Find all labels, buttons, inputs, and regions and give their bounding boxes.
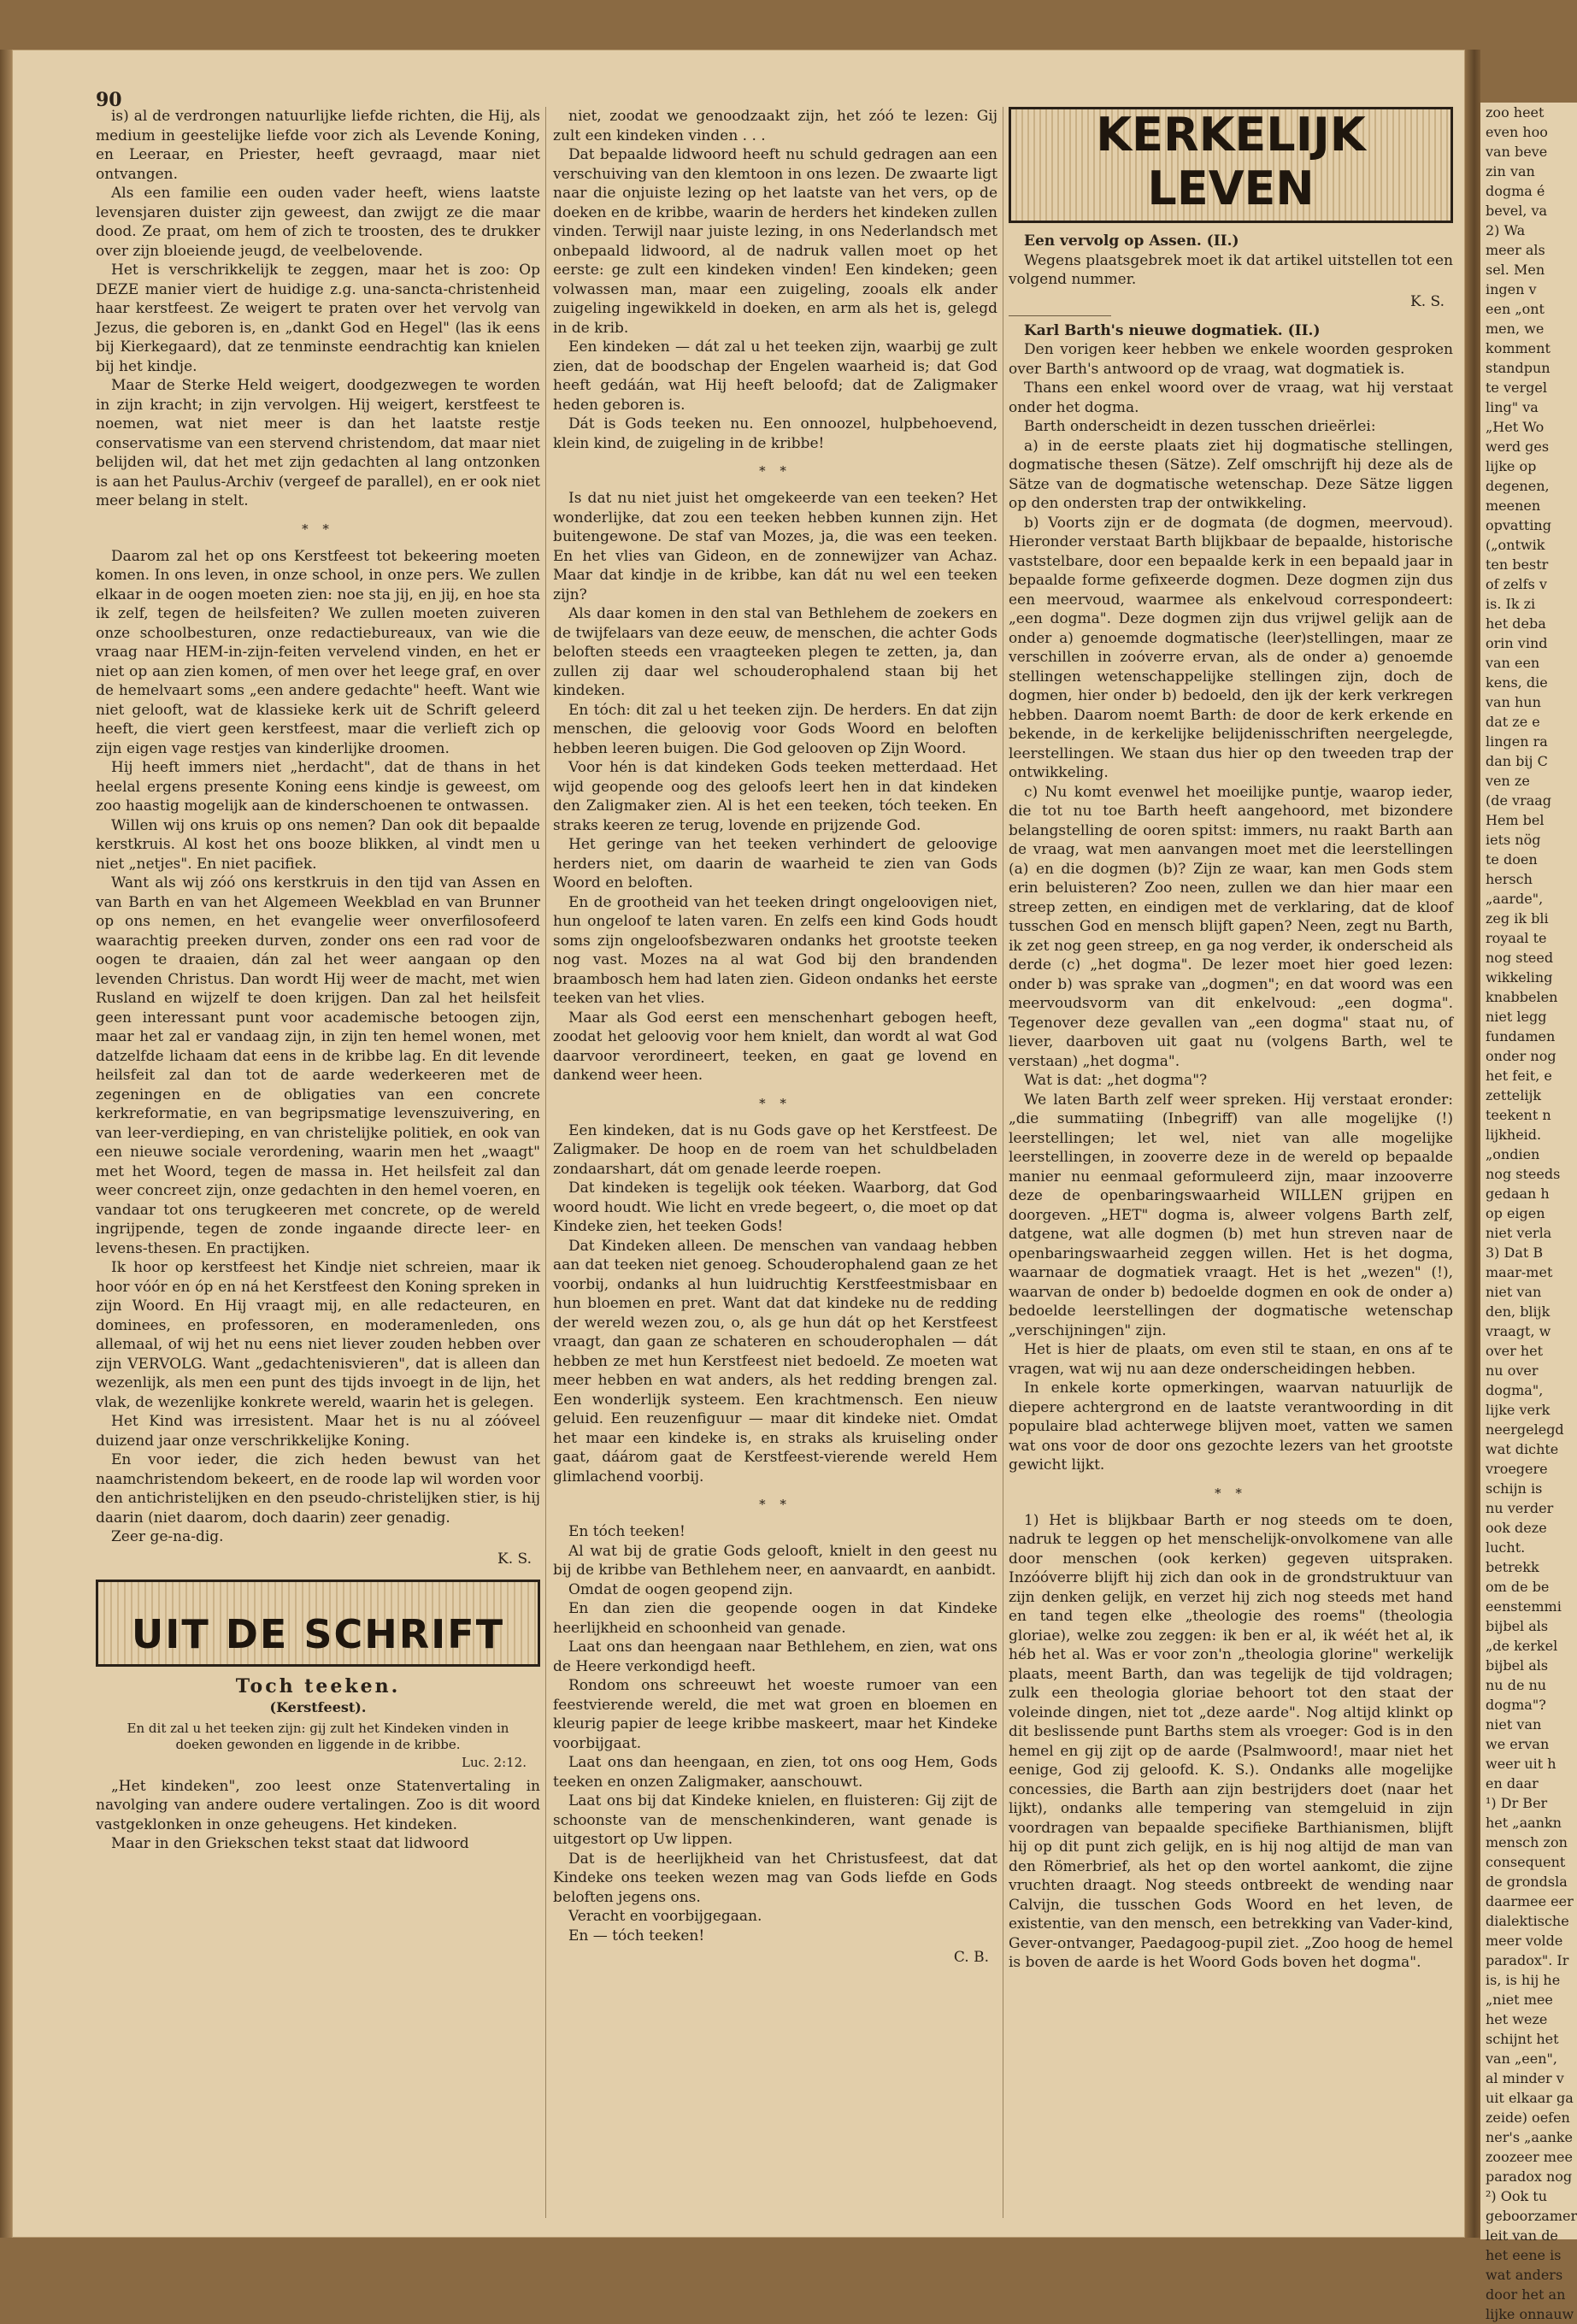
- article-text: [1009, 340, 1453, 1973]
- column-1: [96, 107, 540, 2218]
- paragraph: Maar in den Griekschen tekst staat dat lidwoord: [111, 1835, 469, 1852]
- text-line: dan bij C: [1486, 753, 1548, 769]
- text-line: paradox nog: [1486, 2168, 1573, 2185]
- paragraph: Maar als God eerst een menschenhart gebogen heeft, zoodat het geloovig voor hem knielt, dan wordt al wat God daarvoor verordineert, teeken, en gaat ge lovend en dankend weer heen.: [553, 1009, 997, 1084]
- paragraph: Thans een enkel woord over de vraag, wat hij verstaat onder het dogma.: [1009, 379, 1453, 416]
- text-line: men, we: [1486, 321, 1545, 337]
- text-line: om de be: [1486, 1579, 1550, 1595]
- text-line: zin van: [1486, 163, 1535, 179]
- text-line: ven ze: [1486, 773, 1530, 789]
- article-title: Een vervolg op Assen. (II.): [1024, 232, 1239, 250]
- paragraph: Wat is dat: „het dogma"?: [1024, 1072, 1208, 1089]
- column-1-text: [96, 107, 540, 1547]
- paragraph: Rondom ons schreeuwt het woeste rumoer van een feestvierende wereld, die met wat groen en bloemen en kleurig papier de leege kribbe maskeert, maar het Kindeke voorbijgaat.: [553, 1677, 997, 1752]
- text-line: is, is hij he: [1486, 1972, 1561, 1988]
- section-banner-uit-de-schrift: [96, 1580, 540, 1667]
- text-line: niet verla: [1486, 1225, 1552, 1241]
- text-line: het weze: [1486, 2011, 1548, 2027]
- paragraph: is) al de verdrongen natuurlijke liefde richten, die Hij, als medium in geestelijke liefde voor zich als Levende Koning, en Leeraar, en Priester, heeft gevraagd, maar niet ontvangen.: [96, 108, 540, 183]
- text-line: neergelegd: [1486, 1421, 1564, 1438]
- text-line: standpun: [1486, 360, 1551, 376]
- signature: C. B.: [953, 1949, 989, 1966]
- motto-reference: Luc. 2:12.: [461, 1754, 527, 1770]
- text-line: zoozeer mee: [1486, 2149, 1573, 2165]
- paragraph: Dat is de heerlijkheid van het Christusfeest, dat dat Kindeke ons teeken wezen mag van Gods liefde en Gods beloften jegens ons.: [553, 1850, 997, 1906]
- paragraph: Dat bepaalde lidwoord heeft nu schuld gedragen aan een verschuiving van den klemtoon in ons lezen. De zwaarte ligt naar die onjuiste lezing op het laatste van het vers, op de doeken en de kribbe, waarin de herders het kindeken zullen vinden. Terwijl naar juiste lezing, in ons Nederlandsch met onbepaald lidwoord, al de nadruk vallen moet op het eerste: ge zult een kindeken vinden! Een kindeken; geen volwassen man, maar een zuigeling, zooals elk ander zuigeling ingewikkeld in doeken, en arm als het is, gelegd in de krib.: [553, 146, 997, 337]
- text-line: bijbel als: [1486, 1657, 1549, 1674]
- text-line: („ontwik: [1486, 537, 1545, 553]
- text-line: meenen: [1486, 497, 1541, 514]
- text-line: uit elkaar ga: [1486, 2090, 1574, 2106]
- paragraph: Dat kindeken is tegelijk ook téeken. Waarborg, dat God woord houdt. Wie licht en vrede begeert, o, die moet op dat Kindeke zien, het teeken Gods!: [553, 1180, 997, 1235]
- text-line: niet van: [1486, 1716, 1542, 1733]
- text-line: te doen: [1486, 851, 1538, 868]
- text-line: weer uit h: [1486, 1756, 1556, 1772]
- facing-page-text: [1480, 103, 1577, 2324]
- text-line: lijke op: [1486, 458, 1537, 474]
- scan-edge: [0, 50, 12, 2238]
- text-line: betrekk: [1486, 1559, 1539, 1575]
- text-line: opvatting: [1486, 517, 1551, 533]
- paragraph: niet, zoodat we genoodzaakt zijn, het zóó te lezen: Gij zult een kindeken vinden . . .: [553, 108, 997, 144]
- text-line: nu over: [1486, 1362, 1539, 1379]
- paragraph: Maar de Sterke Held weigert, doodgezwegen te worden in zijn kracht; in zijn vervolgen. Hij weigert, kerstfeest te noemen, wat niet meer is dan het laatste restje conservatisme van een stervend christendom, dat maar niet belijden wil, dat het met zijn gedachten al lang ontzonken is aan het Paulus-Archiv (vergeef de parallel), en er ook niet meer belang in stelt.: [96, 377, 540, 509]
- paragraph: Een kindeken, dat is nu Gods gave op het Kerstfeest. De Zaligmaker. De hoop en de roem van het schuldbeladen zondaarshart, dát om genade leerde roepen.: [553, 1121, 997, 1178]
- paragraph: Als een familie een ouden vader heeft, wiens laatste levensjaren duister zijn geweest, dan zwijgt ze die maar dood. Ze praat, om hem of zich te troosten, des te drukker over zijn bloeiende jeugd, de veelbelovende.: [96, 185, 540, 260]
- text-line: den, blijk: [1486, 1303, 1551, 1320]
- text-line: even hoo: [1486, 124, 1548, 140]
- text-line: het „aankn: [1486, 1815, 1562, 1831]
- text-line: ²) Ook tu: [1486, 2188, 1548, 2204]
- paragraph: Al wat bij de gratie Gods gelooft, knielt in den geest nu bij de kribbe van Bethlehem neer, en aanvaardt, en aanbidt.: [553, 1542, 997, 1579]
- text-line: zeide) oefen: [1486, 2109, 1570, 2126]
- text-line: zoo heet: [1486, 104, 1545, 121]
- banner-title: KERKELIJK LEVEN: [1096, 108, 1366, 215]
- text-line: de grondsla: [1486, 1874, 1568, 1890]
- text-line: lijkheid.: [1486, 1127, 1542, 1143]
- paragraph: En — tóch teeken!: [568, 1927, 705, 1945]
- text-line: op eigen: [1486, 1205, 1545, 1221]
- paragraph: Ik hoor op kerstfeest het Kindje niet schreien, maar ik hoor vóór en óp en ná het Kerstfeest den Koning spreken in zijn Woord. En Hij vraagt mij, en alle redacteuren, en dominees, en professoren, en moderamenleden, ons allemaal, of wij het nu eens niet liever zouden hebben over zijn VERVOLG. Want „gedachtenisvieren", dat is alleen dan wezenlijk, als men een punt des tijds invoegt in de lijn, het vlak, de wezenlijke konkrete wereld, waarin het is gelegen.: [96, 1259, 540, 1411]
- paragraph: Het geringe van het teeken verhindert de geloovige herders niet, om daarin de waarheid te zien van Gods Woord en beloften.: [553, 836, 997, 891]
- text-line: (de vraag: [1486, 792, 1552, 809]
- paragraph: b) Voorts zijn er de dogmata (de dogmen, meervoud). Hieronder verstaat Barth blijkbaar de bepaalde, historische vaststelbare, door een bepaalde kerk in een bepaald jaar in bepaalde forme gefixeerde dogmen. Deze dogmen zijn dus een meervoud, waarmee als enkelvoud correspondeert: „een dogma". Deze dogmen zijn dus vrijwel gelijk aan de onder a) genoemde dogmatische (leer)stellingen, maar ze verschillen in zoóverre ervan, als de onder a) genoemde stellingen wetenschappelijke stellingen zijn, doch de dogmen, hier onder b) bedoeld, den ijk der kerk verkregen hebben. Daarom noemt Barth: de door de kerk erkende en bekende, in de kerkelijke belijdenisschriften neergelegde, leerstellingen. We staan dus hier op den tweeden trap der ontwikkeling.: [1009, 514, 1453, 781]
- text-line: dogma",: [1486, 1382, 1544, 1398]
- text-line: wikkeling: [1486, 969, 1553, 985]
- sermon-opening: [96, 1777, 540, 1854]
- text-line: meer als: [1486, 242, 1545, 258]
- text-line: sel. Men: [1486, 262, 1545, 278]
- text-line: onder nog: [1486, 1048, 1556, 1064]
- paragraph: Den vorigen keer hebben we enkele woorden gesproken over Barth's antwoord op de vraag, wat dogmatiek is.: [1009, 341, 1453, 378]
- paragraph: Laat ons dan heengaan, en zien, tot ons oog Hem, Gods teeken en onzen Zaligmaker, aanschouwt.: [553, 1754, 997, 1791]
- text-line: dogma é: [1486, 183, 1545, 199]
- text-line: degenen,: [1486, 478, 1550, 494]
- text-line: lijke verk: [1486, 1402, 1551, 1418]
- banner-title: UIT DE SCHRIFT: [131, 1610, 505, 1657]
- text-line: ook deze: [1486, 1520, 1547, 1536]
- text-line: al minder v: [1486, 2070, 1564, 2086]
- paragraph: Daarom zal het op ons Kerstfeest tot bekeering moeten komen. In ons leven, in onze school, in onze pers. We zullen elkaar in de oogen moeten zien: noe sta jij, en jij, en hoe sta ik zelf, tegen de heilsfeiten? We zullen moeten zuiveren onze schoolbesturen, onze redactiebureaux, van wie die vraag naar HEM-in-zijn-feiten vervelend vinden, en het er niet op aan zien komen, of men over het leege graf, en over de hemelvaart soms „een andere gedachte" heeft. Want wie niet gelooft, wat de klassieke kerk uit de Schrift geleerd heeft, die viert geen kerstfeest, maar die verlieft zich op zijn eigen vage restjes van kinderlijke droomen.: [96, 547, 540, 757]
- paragraph: Want als wij zóó ons kerstkruis in den tijd van Assen en van Barth en van het Algemeen Weekblad en van Brunner op ons nemen, en het evangelie weer onverfilosofeerd waarachtig preeken durven, zonder ons een rad voor de oogen te draaien, dán zal het weer aangaan op den levenden Christus. Dan wordt Hij weer de macht, met wien Rusland en wijzelf te doen krijgen. Dan zal het heilsfeit geen interessant punt voor academische betoogen zijn, maar het zal er vandaag zijn, in zijn ten hemel wonen, met datzelfde lichaam dat eens in de kribbe lag. En dit levende heilsfeit zal dan tot de aarde wederkeeren met de zegeningen en de obligaties van een concrete kerkreformatie, en van begripsmatige levenszuivering, en van leer-verdieping, en van christelijke politiek, en ook van een nieuwe sociale verordening, waarin men het „waagt" met het Woord, tegen de massa in. Het heilsfeit zal dan weer concreet zijn, onze gedachten in den hemel voeren, en vandaar tot ons terugkeeren met concrete, op de wereld ingrijpende, tegen de zonde ingaande directe leer- en levens-thesen. En practijken.: [96, 874, 540, 1257]
- text-line: iets nög: [1486, 832, 1541, 848]
- text-line: zeg ik bli: [1486, 910, 1549, 927]
- text-line: mensch zon: [1486, 1834, 1568, 1850]
- text-line: maar-met: [1486, 1264, 1553, 1280]
- text-line: van „een",: [1486, 2050, 1557, 2067]
- text-line: hersch: [1486, 871, 1533, 887]
- section-banner-kerkelijk-leven: [1009, 107, 1453, 223]
- text-line: paradox". Ir: [1486, 1952, 1569, 1968]
- text-line: 2) Wa: [1486, 222, 1526, 238]
- paragraph: En tóch teeken!: [568, 1523, 686, 1540]
- article-title: Karl Barth's nieuwe dogmatiek. (II.): [1024, 321, 1321, 339]
- column-rule: [545, 107, 546, 2218]
- text-line: ten bestr: [1486, 556, 1549, 573]
- paragraph: In enkele korte opmerkingen, waarvan natuurlijk de diepere achtergrond en de laatste verantwoording in dit populaire blad achterwege blijven moet, vatten we samen wat ons voor de door ons gezochte lezers van het grootste gewicht lijkt.: [1009, 1380, 1453, 1474]
- text-line: en daar: [1486, 1775, 1539, 1792]
- text-line: „aarde",: [1486, 891, 1544, 907]
- text-line: dat ze e: [1486, 714, 1540, 730]
- signature: K. S.: [1410, 292, 1445, 310]
- text-line: leit van de: [1486, 2227, 1558, 2244]
- page-gutter: [1465, 50, 1480, 2238]
- text-line: niet legg: [1486, 1009, 1547, 1025]
- text-line: vraagt, w: [1486, 1323, 1551, 1339]
- signature: K. S.: [497, 1550, 532, 1568]
- paragraph: Zeer ge-na-dig.: [111, 1528, 224, 1545]
- text-line: nog steeds: [1486, 1166, 1561, 1182]
- paragraph: Laat ons dan heengaan naar Bethlehem, en zien, wat ons de Heere verkondigd heeft.: [553, 1639, 997, 1675]
- text-line: knabbelen: [1486, 989, 1558, 1005]
- paragraph: Barth onderscheidt in dezen tusschen drieërlei:: [1024, 418, 1376, 435]
- sermon-subtitle: (Kerstfeest).: [269, 1698, 367, 1715]
- text-line: werd ges: [1486, 438, 1550, 455]
- text-line: bijbel als: [1486, 1618, 1549, 1634]
- paragraph: Het Kind was irresistent. Maar het is nu al zóóveel duizend jaar onze verschrikkelijke Koning.: [96, 1413, 540, 1450]
- text-line: geboorzamer: [1486, 2208, 1577, 2224]
- text-line: ling" va: [1486, 399, 1539, 415]
- paragraph: Het is verschrikkelijk te zeggen, maar het is zoo: Op DEZE manier viert de huidige z.g. una-sancta-christenheid haar kerstfeest. Ze weigert te praten over het vervolg van Jezus, die geboren is, en „dankt God en Hegel" (las ik eens bij Kierkegaard), dat ze tenminste eendrachtig kan knielen bij het kindje.: [96, 262, 540, 375]
- section-stars: * *: [759, 1095, 791, 1111]
- sermon-title: Toch teeken.: [235, 1674, 401, 1697]
- paragraph: c) Nu komt evenwel het moeilijke puntje, waarop ieder, die tot nu toe Barth heeft aangehoord, met bizondere belangstelling de ooren spitst: immers, nu raakt Barth aan de vraag, wat men aanvangen moet met die leerstellingen (a) en die dogmen (b)? Zijn ze waar, kan men Gods stem erin beluisteren? Zoo neen, zullen we dan hier maar een streep zetten, en eindigen met de verklaring, dat de kloof tusschen God en mensch blijft gapen? Neen, zegt nu Barth, ik zet nog geen streep, en ga nog verder, ik onderscheid als derde (c) „het dogma". De lezer moet hier goed lezen: onder b) was sprake van „dogmen"; en dat woord was een meervoudsvorm van dit enkelvoud: „een dogma". Tegenover deze gevallen van „een dogma" staat nu, of liever, daarboven uit gaat nu (volgens Barth, wel te verstaan) „het dogma".: [1009, 783, 1453, 1070]
- column-2: [553, 107, 997, 2218]
- text-line: nu verder: [1486, 1500, 1554, 1516]
- text-line: eenstemmi: [1486, 1598, 1562, 1615]
- article-text: [1009, 251, 1453, 290]
- section-stars: * *: [1215, 1485, 1247, 1501]
- text-line: ¹) Dr Ber: [1486, 1795, 1548, 1811]
- text-line: bevel, va: [1486, 203, 1548, 219]
- text-line: over het: [1486, 1343, 1544, 1359]
- text-line: komment: [1486, 340, 1551, 356]
- text-line: wat anders: [1486, 2267, 1563, 2283]
- text-line: van hun: [1486, 694, 1541, 710]
- paragraph: 1) Het is blijkbaar Barth er nog steeds om te doen, nadruk te leggen op het menschelijk-onvolkomene van alle door menschen (ook kerken) gegeven uitspraken. Inzóóverre blijft hij zich dan ook in de grondstruktuur van zijn denken gelijk, en verzet hij zich nog steeds met hand en tand tegen elke „theologie des roems" (theologia gloriae), welke zou zeggen: ik ben er al, ik wéét het al, ik héb het al. Was er voor zon'n „theologia glorine" werkelijk plaats, meent Barth, dan was tegelijk de tijd voldragen; zulk een theologia gloriae behoort tot den staat der voleinde dingen, niet tot „deze aarde". Nog altijd klinkt op dit beslissende punt Barths stem als vroeger: God is in den hemel en gij zijt op de aarde (Psalmwoord!, maar niet het eenige, God zij geloofd. K. S.). Ondanks alle mogelijke concessies, die Barth aan zijn bestrijders doet (naar het lijkt), ondanks alle tempering van stemgeluid in zijn voordragen van bepaalde specifieke Barthianismen, blijft hij op dit punt zich gelijk, en is hij nog altijd de man van den Römerbrief, als het op den wortel aankomt, die zijne vruchten draagt. Nog steeds ontbreekt de wending naar Calvijn, die tusschen Gods Woord en het leven, de existentie, van den mensch, een betrekking van Vader-kind, Gever-ontvanger, Paedagoog-pupil ziet. „Zoo hoog de hemel is boven de aarde is het Woord Gods boven het dogma".: [1009, 1511, 1453, 1971]
- paragraph: Als daar komen in den stal van Bethlehem de zoekers en de twijfelaars van deze eeuw, de menschen, die achter Gods beloften steeds een vraagteeken plegen te zetten, ja, dan zullen zij daar wel schouderophalend staan bij het kindeken.: [553, 605, 997, 699]
- motto-text: En dit zal u het teeken zijn: gij zult het Kindeken vinden in doeken gewonden en liggende in de kribbe.: [127, 1720, 509, 1752]
- text-line: daarmee eer: [1486, 1893, 1574, 1909]
- text-line: dogma"?: [1486, 1697, 1546, 1713]
- paragraph: Is dat nu niet juist het omgekeerde van een teeken? Het wonderlijke, dat zou een teeken hebben kunnen zijn. Het buitengewone. De staf van Mozes, ja, die was een teeken. En het vlies van Gideon, en de zonnewijzer van Achaz. Maar dat kindje in de kribbe, kan dát nu wel een teeken zijn?: [553, 490, 997, 603]
- paragraph: Dat Kindeken alleen. De menschen van vandaag hebben aan dat teeken niet genoeg. Schouderophalend gaan ze het voorbij, ondanks al hun luidruchtig Kerstfeestmisbaar en hun bloemen en pret. Want dat dat kindeke nu de redding der wereld wezen zou, o, als ge hun dát op het Kerstfeest vraagt, dan gaan ze schateren en schouderophalen — dát hebben ze met hun Kerstfeest niet bedoeld. Ze moeten wat meer hebben en wat anders, als het redding brengen zal. Een wonderlijk systeem. Een krachtmensch. Een nieuw geluid. Een reuzenfiguur — maar dit kindeke niet. Omdat het maar een kindeke is, en straks als kruiseling onder gaat, dáárom gaat de Kerstfeest-vierende wereld Hem glimlachend voorbij.: [553, 1237, 997, 1486]
- text-line: nog steed: [1486, 950, 1554, 966]
- text-line: „niet mee: [1486, 1992, 1553, 2008]
- paragraph: Willen wij ons kruis op ons nemen? Dan ook dit bepaalde kerstkruis. Al kost het ons booze blikken, al vindt men u niet „netjes". En niet pacifiek.: [96, 816, 540, 873]
- text-line: door het an: [1486, 2286, 1566, 2303]
- text-line: lingen ra: [1486, 733, 1548, 750]
- paragraph: „Het kindeken", zoo leest onze Statenvertaling in navolging van andere oudere vertalingen. Zoo is dit woord vastgeklonken in onze geheugens. Het kindeken.: [96, 1777, 540, 1833]
- text-line: is. Ik zi: [1486, 596, 1536, 612]
- text-line: „de kerkel: [1486, 1638, 1558, 1654]
- paragraph: Veracht en voorbijgegaan.: [568, 1908, 762, 1925]
- text-line: teekent n: [1486, 1107, 1551, 1123]
- facing-page-fragment: [1480, 103, 1577, 2322]
- paragraph: a) in de eerste plaats ziet hij dogmatische stellingen, dogmatische thesen (Sätze). Zelf omschrijft hij deze als de Sätze van de dogmatische wetenschap. Deze Sätze liggen op den ondersten trap der ontwikkeling.: [1009, 437, 1453, 512]
- text-line: of zelfs v: [1486, 576, 1547, 592]
- text-line: vroegere: [1486, 1461, 1548, 1477]
- paragraph: En dan zien die geopende oogen in dat Kindeke heerlijkheid en schoonheid van genade.: [553, 1600, 997, 1637]
- text-line: te vergel: [1486, 379, 1547, 396]
- paragraph: Laat ons bij dat Kindeke knielen, en fluisteren: Gij zijt de schoonste van de menschenkinderen, want genade is uitgestort op Uw lippen.: [553, 1792, 997, 1848]
- text-line: 3) Dat B: [1486, 1244, 1544, 1261]
- text-line: consequent: [1486, 1854, 1566, 1870]
- text-line: royaal te: [1486, 930, 1547, 946]
- text-line: gedaan h: [1486, 1186, 1550, 1202]
- page-number: 90: [96, 89, 122, 111]
- text-line: nu de nu: [1486, 1677, 1547, 1693]
- divider: [1009, 315, 1111, 316]
- text-line: ingen v: [1486, 281, 1537, 297]
- text-line: we ervan: [1486, 1736, 1550, 1752]
- text-line: niet van: [1486, 1284, 1542, 1300]
- text-line: meer volde: [1486, 1933, 1563, 1949]
- paragraph: Hij heeft immers niet „herdacht", dat de thans in het heelal ergens presente Koning eens kindje is geweest, om zoo haastig mogelijk aan de kinderschoenen te ontwassen.: [96, 759, 540, 815]
- text-line: Hem bel: [1486, 812, 1545, 828]
- text-line: zettelijk: [1486, 1087, 1542, 1103]
- text-line: „ondien: [1486, 1146, 1540, 1162]
- paragraph: En voor ieder, die zich heden bewust van het naamchristendom bekeert, en de roode lap wil worden voor den antichristelijken en den pseudo-christelijken stier, is hij daarin (niet daarom, doch daarin) zeer genadig.: [96, 1451, 540, 1527]
- section-stars: * *: [759, 1497, 791, 1512]
- column-3: [1009, 107, 1453, 2218]
- text-line: dialektische: [1486, 1913, 1569, 1929]
- text-line: fundamen: [1486, 1028, 1556, 1044]
- text-line: kens, die: [1486, 674, 1548, 691]
- text-line: een „ont: [1486, 301, 1545, 317]
- text-line: het eene is: [1486, 2247, 1562, 2263]
- section-stars: * *: [302, 521, 334, 537]
- paragraph: Wegens plaatsgebrek moet ik dat artikel uitstellen tot een volgend nummer.: [1009, 251, 1453, 288]
- paragraph: Dát is Gods teeken nu. Een onnoozel, hulpbehoevend, klein kind, de zuigeling in de kribbe!: [553, 415, 997, 452]
- section-stars: * *: [759, 463, 791, 479]
- text-line: lijke onnauw: [1486, 2306, 1574, 2322]
- column-2-text: [553, 107, 997, 1945]
- text-line: ner's „aanke: [1486, 2129, 1573, 2145]
- text-line: het feit, e: [1486, 1068, 1552, 1084]
- paragraph: Voor hén is dat kindeken Gods teeken metterdaad. Het wijd geopende oog des geloofs leert hen in dat kindeken den Zaligmaker zien. Al is het een teeken, tóch teeken. En straks keeren ze terug, lovende en prijzende God.: [553, 759, 997, 834]
- text-line: orin vind: [1486, 635, 1548, 651]
- text-line: „Het Wo: [1486, 419, 1545, 435]
- paragraph: En tóch: dit zal u het teeken zijn. De herders. En dat zijn menschen, die geloovig voor Gods Woord en beloften hebben leeren buigen. Die God gelooven op Zijn Woord.: [553, 701, 997, 757]
- text-line: lucht.: [1486, 1539, 1526, 1556]
- text-line: van een: [1486, 655, 1540, 671]
- paragraph: Omdat de oogen geopend zijn.: [568, 1580, 793, 1598]
- paragraph: Een kindeken — dát zal u het teeken zijn, waarbij ge zult zien, dat de boodschap der Engelen waarheid is; dat God heeft gedáán, wat Hij heeft beloofd; dat de Zaligmaker heden geboren is.: [553, 338, 997, 414]
- text-line: schijnt het: [1486, 2031, 1559, 2047]
- paragraph: Het is hier de plaats, om even stil te staan, en ons af te vragen, wat wij nu aan deze onderscheidingen hebben.: [1009, 1341, 1453, 1378]
- text-line: het deba: [1486, 615, 1546, 632]
- text-line: van beve: [1486, 144, 1548, 160]
- paragraph: En de grootheid van het teeken dringt ongeloovigen niet, hun ongeloof te laten varen. En zelfs een kind Gods houdt soms zijn ongeloofsbezwaren ondanks het grootste teeken nog vast. Mozes na al wat God bij den brandenden braambosch hem had laten zien. Gideon ondanks het eerste teeken van het vlies.: [553, 893, 997, 1007]
- text-line: wat dichte: [1486, 1441, 1559, 1457]
- text-line: schijn is: [1486, 1480, 1543, 1497]
- paragraph: We laten Barth zelf weer spreken. Hij verstaat eronder: „die summatiing (Inbegriff) van alle mogelijke (!) leerstellingen; let wel, niet van alle mogelijke leerstellingen, in zooverre deze in de wereld op bepaalde manier nu eenmaal geformuleerd zijn, maar inzooverre deze de openbaringswaarheid WILLEN grijpen en doorgeven. „HET" dogma is, alweer volgens Barth zelf, datgene, wat alle dogmen (b) met hun streven naar de openbaringswaarheid zeggen willen. Het is het dogma, waarnaar de dogmatiek vraagt. Het is het „wezen" (!), waarvan de onder b) bedoelde dogmen en ook de onder a) bedoelde leerstellingen der dogmatische wetenschap „verschijningen" zijn.: [1009, 1091, 1453, 1339]
